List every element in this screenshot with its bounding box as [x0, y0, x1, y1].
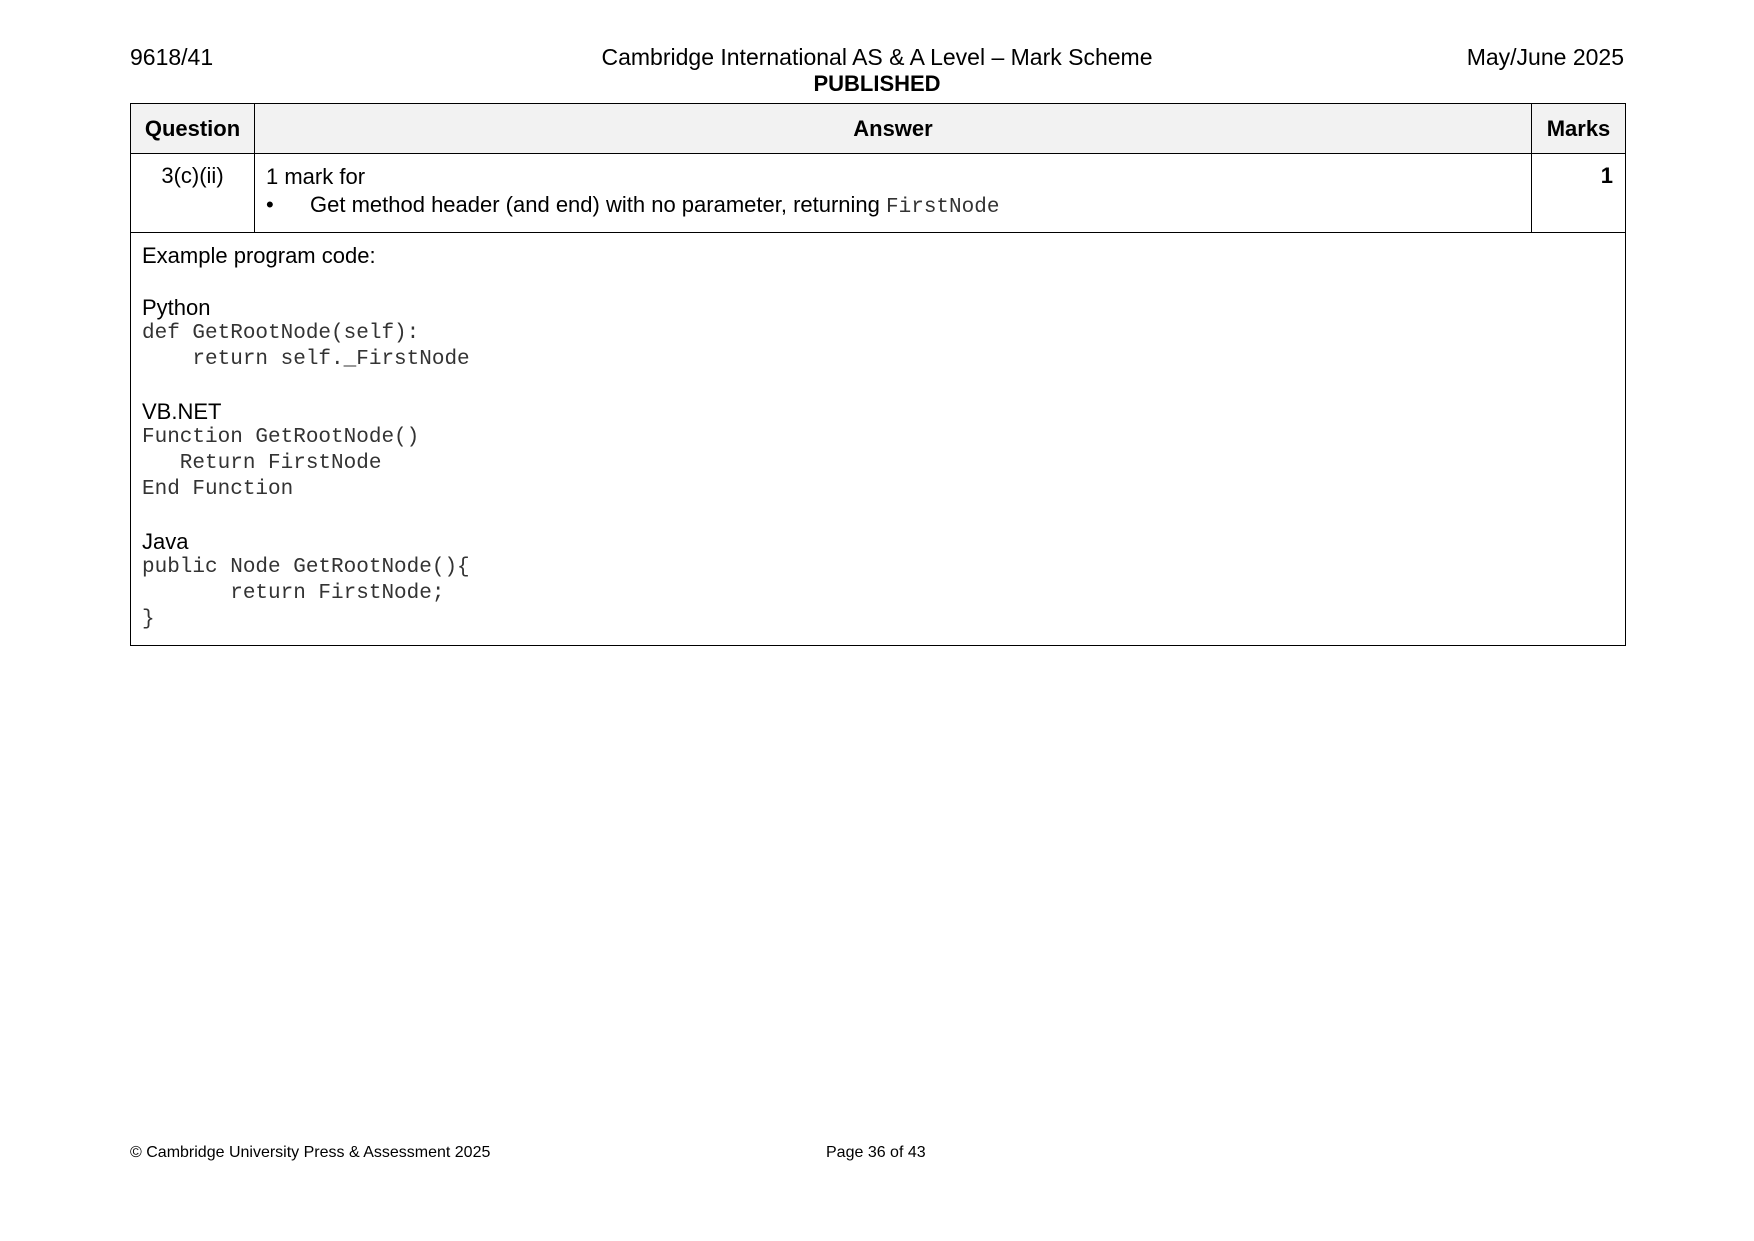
- bullet-content: [310, 191, 999, 222]
- published-label: PUBLISHED: [813, 71, 941, 96]
- bullet-code: FirstNode: [886, 196, 1000, 219]
- question-number: 3(c)(ii): [131, 154, 255, 233]
- example-row: [131, 233, 1626, 646]
- language-vbnet: VB.NET: [142, 399, 222, 424]
- answer-bullet: [266, 191, 1520, 222]
- language-python: Python: [142, 295, 211, 320]
- code-python: def GetRootNode(self): return self._FirstNode: [142, 322, 470, 371]
- mark-scheme-table: [130, 103, 1626, 646]
- code-java: public Node GetRootNode(){ return FirstNode; }: [142, 556, 470, 631]
- example-heading: Example program code:: [142, 243, 376, 268]
- exam-session: May/June 2025: [1466, 44, 1624, 70]
- page-number: Page 36 of 43: [826, 1144, 926, 1161]
- table-header-row: [131, 104, 1626, 154]
- answer-header: Answer: [255, 104, 1532, 154]
- code-vbnet: Function GetRootNode() Return FirstNode End Function: [142, 426, 420, 501]
- copyright: © Cambridge University Press & Assessment 2025: [130, 1144, 491, 1161]
- bullet-icon: •: [266, 192, 274, 217]
- answer-cell: [255, 154, 1532, 233]
- marks-value: 1: [1532, 154, 1626, 233]
- table-row: [131, 154, 1626, 233]
- answer-intro: 1 mark for: [266, 164, 366, 189]
- marks-header: Marks: [1532, 104, 1626, 154]
- bullet-text: Get method header (and end) with no parameter, returning: [310, 192, 887, 217]
- question-header: Question: [131, 104, 255, 154]
- language-java: Java: [142, 529, 189, 554]
- paper-code: 9618/41: [130, 44, 214, 70]
- example-cell: [131, 233, 1626, 646]
- document-title: Cambridge International AS & A Level – Mark Scheme: [601, 44, 1153, 70]
